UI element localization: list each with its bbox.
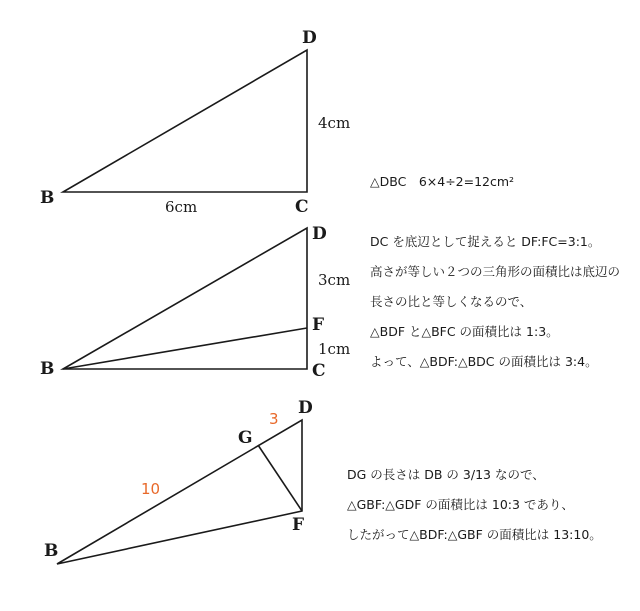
note-line: 長さの比と等しくなるので、 [370,294,533,309]
ratio-explanation-note [370,227,620,377]
point-d-label: D [302,28,317,48]
triangle-dbc-outline [63,50,307,192]
point-f-label: F [292,515,305,535]
note-line: DC を底辺として捉えると DF:FC=3:1。 [370,234,601,249]
point-c-label: C [312,361,326,381]
fc-length-label: 1cm [318,340,351,358]
df-length-label: 3cm [318,271,351,289]
bg-ratio-label: 10 [141,480,161,498]
triangle-bdf-outline [57,420,305,564]
figure-1-triangle-dbc [40,28,350,217]
point-f-label: F [312,315,325,335]
point-b-label: B [40,188,55,208]
gd-ratio-label: 3 [269,410,279,428]
note-line: したがって△BDF:△GBF の面積比は 13:10。 [347,527,602,542]
figure-2-triangle-with-f [40,224,350,381]
point-b-label: B [44,541,59,561]
note-line: △GBF:△GDF の面積比は 10:3 であり、 [347,497,574,512]
note-line: △DBC 6×4÷2=12cm² [370,174,515,189]
note-line: DG の長さは DB の 3/13 なので、 [347,467,545,482]
final-ratio-note [347,460,602,550]
area-calculation-note [370,167,514,197]
note-line: △BDF と△BFC の面積比は 1:3。 [370,324,559,339]
figure-3-triangle-with-g [44,398,313,564]
note-line: よって、△BDF:△BDC の面積比は 3:4。 [370,354,598,369]
point-b-label: B [40,359,55,379]
note-line: 高さが等しい２つの三角形の面積比は底辺の [370,264,621,279]
bc-length-label: 6cm [165,198,198,216]
point-d-label: D [298,398,313,418]
point-g-label: G [238,428,253,448]
point-d-label: D [312,224,327,244]
segment-gf [258,445,302,511]
dc-length-label: 4cm [318,114,351,132]
point-c-label: C [295,197,309,217]
